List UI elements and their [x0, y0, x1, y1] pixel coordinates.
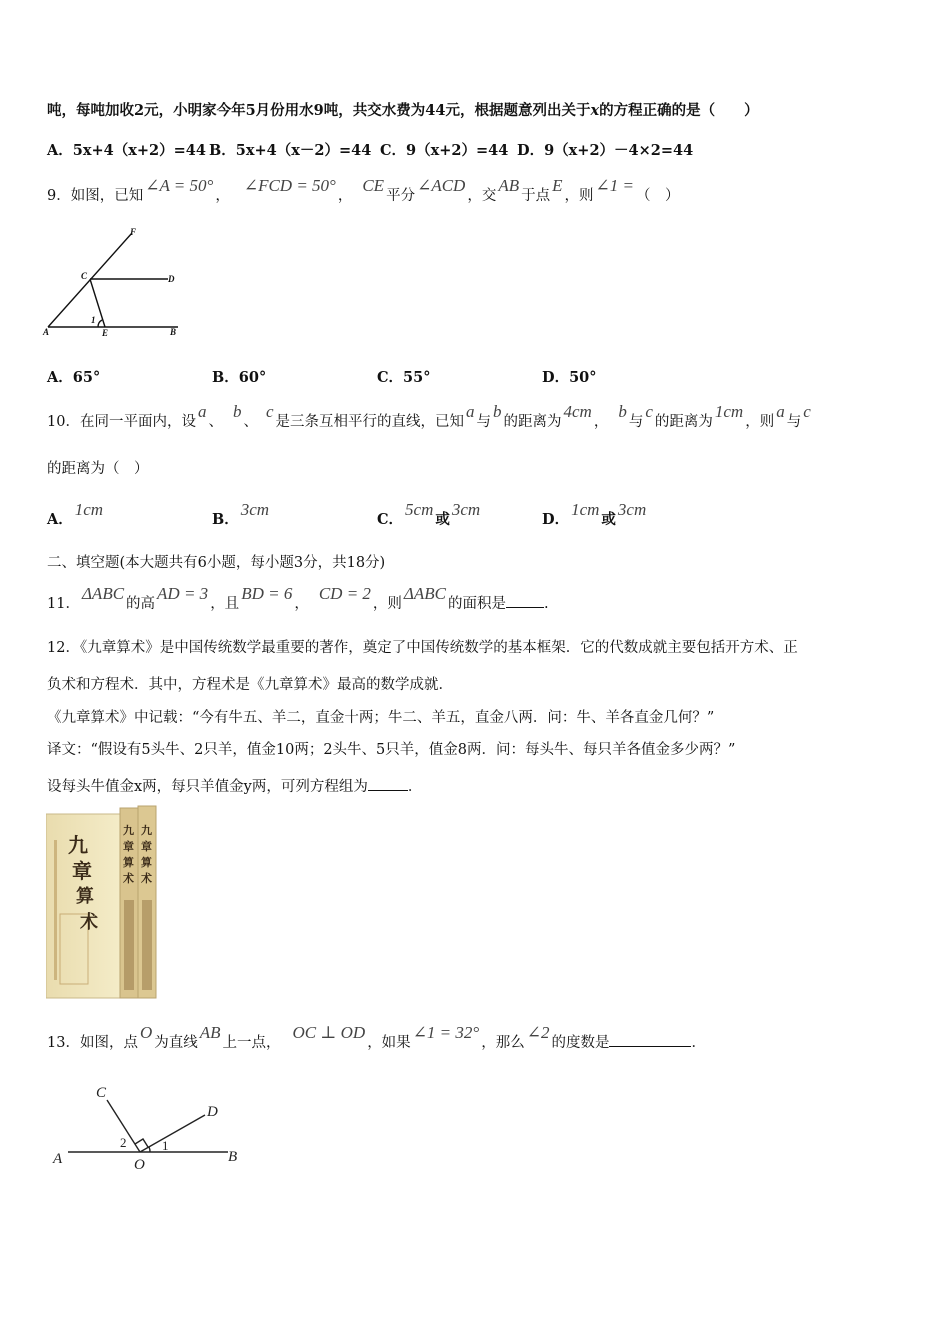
book-spine-2-char-4: 术	[141, 873, 152, 885]
angle-1-arc	[149, 1147, 150, 1152]
q10-option-a[interactable]: A．1cm	[47, 500, 104, 528]
q8-option-d[interactable]: D．9（x+2）－4×2=44	[517, 142, 694, 159]
label-b: B	[170, 327, 177, 337]
q10-option-d[interactable]: D．1cm或3cm	[542, 500, 647, 528]
q9-option-a[interactable]: A．65°	[47, 369, 101, 386]
q9-option-b[interactable]: B．60°	[212, 369, 267, 386]
book-image	[46, 804, 158, 1000]
section-2-heading: 二、填空题(本大题共有6小题，每小题3分，共18分)	[47, 555, 386, 571]
label-e: E	[102, 328, 109, 338]
label-a: A	[53, 1151, 63, 1167]
q10-stem: 10．在同一平面内，设a、b、c是三条互相平行的直线，已知a与b的距离为4cm，b与c的距离为1cm，则a与c	[47, 402, 811, 430]
label-f: F	[130, 227, 137, 237]
q13-answer-blank[interactable]	[609, 1032, 691, 1047]
q8-stem: 吨，每吨加收2元，小明家今年5月份用水9吨，共交水费为44元，根据题意列出关于x的方程正确的是（ ）	[47, 102, 759, 119]
label-1: 1	[162, 1138, 169, 1153]
label-c: C	[96, 1085, 107, 1101]
label-b: B	[228, 1149, 238, 1165]
label-a: A	[43, 327, 50, 337]
book-spine-1-char-1: 九	[123, 825, 134, 837]
book-spine-2-char-1: 九	[141, 825, 152, 837]
label-2: 2	[120, 1135, 127, 1150]
book-char-3: 算	[76, 886, 94, 906]
label-d: D	[168, 274, 175, 284]
q12-line-5: 设每头牛值金x两，每只羊值金y两，可列方程组为 ．	[47, 776, 422, 795]
label-1: 1	[91, 315, 96, 325]
label-o: O	[134, 1157, 145, 1173]
line-od	[140, 1115, 205, 1152]
q10-option-c[interactable]: C．5cm或3cm	[377, 500, 481, 528]
q9-stem: 9．如图，已知∠A = 50°，∠FCD = 50°，CE平分∠ACD，交AB于点E，则∠1 =（ ）	[47, 176, 680, 204]
q11-stem: 11．ΔABC的高AD = 3，且BD = 6，CD = 2，则ΔABC的面积是 .	[47, 584, 549, 612]
q9-option-d[interactable]: D．50°	[542, 369, 597, 386]
q11-answer-blank[interactable]	[506, 593, 544, 608]
q12-line-3: 《九章算术》中记载：“今有牛五、羊二，直金十两；牛二、羊五，直金八两．问：牛、羊各直金几何？”	[47, 710, 715, 726]
q12-line-2: 负术和方程术．其中，方程术是《九章算术》最高的数学成就．	[47, 677, 453, 693]
book-spine-1-char-2: 章	[123, 841, 134, 853]
q10-stem-line2: 的距离为（ ）	[47, 461, 149, 477]
book-spine-2-char-2: 章	[141, 841, 152, 853]
book-char-4: 术	[80, 912, 98, 932]
q8-option-b[interactable]: B．5x+4（x－2）=44	[209, 142, 372, 159]
book-char-2: 章	[72, 861, 92, 883]
angle-1-arc	[98, 320, 102, 327]
q8-option-c[interactable]: C．9（x+2）=44	[380, 142, 509, 159]
q8-option-a[interactable]: A．5x+4（x+2）=44	[47, 142, 206, 159]
right-angle-mark	[135, 1139, 148, 1147]
q13-figure	[50, 1075, 250, 1175]
q9-figure	[40, 225, 190, 340]
q10-option-b[interactable]: B．3cm	[212, 500, 270, 528]
label-c: C	[81, 271, 88, 281]
q12-answer-blank[interactable]	[368, 776, 408, 791]
q13-stem: 13．如图，点O为直线AB上一点，OC ⊥ OD，如果∠1 = 32°，那么∠2的度数是 ．	[47, 1023, 706, 1051]
q9-option-c[interactable]: C．55°	[377, 369, 431, 386]
book-spine-2-char-3: 算	[141, 857, 152, 869]
q12-line-4: 译文：“假设有5头牛、2只羊，值金10两；2头牛、5只羊，值金8两．问：每头牛、每只羊各值金多少两？”	[47, 742, 736, 758]
label-d: D	[207, 1104, 218, 1120]
book-spine-1-char-3: 算	[123, 857, 134, 869]
q12-line-1: 12．《九章算术》是中国传统数学最重要的著作，奠定了中国传统数学的基本框架．它的代数成就主要包括开方术、正	[47, 640, 798, 656]
book-spine-1-char-4: 术	[123, 873, 134, 885]
book-char-1: 九	[68, 835, 88, 857]
